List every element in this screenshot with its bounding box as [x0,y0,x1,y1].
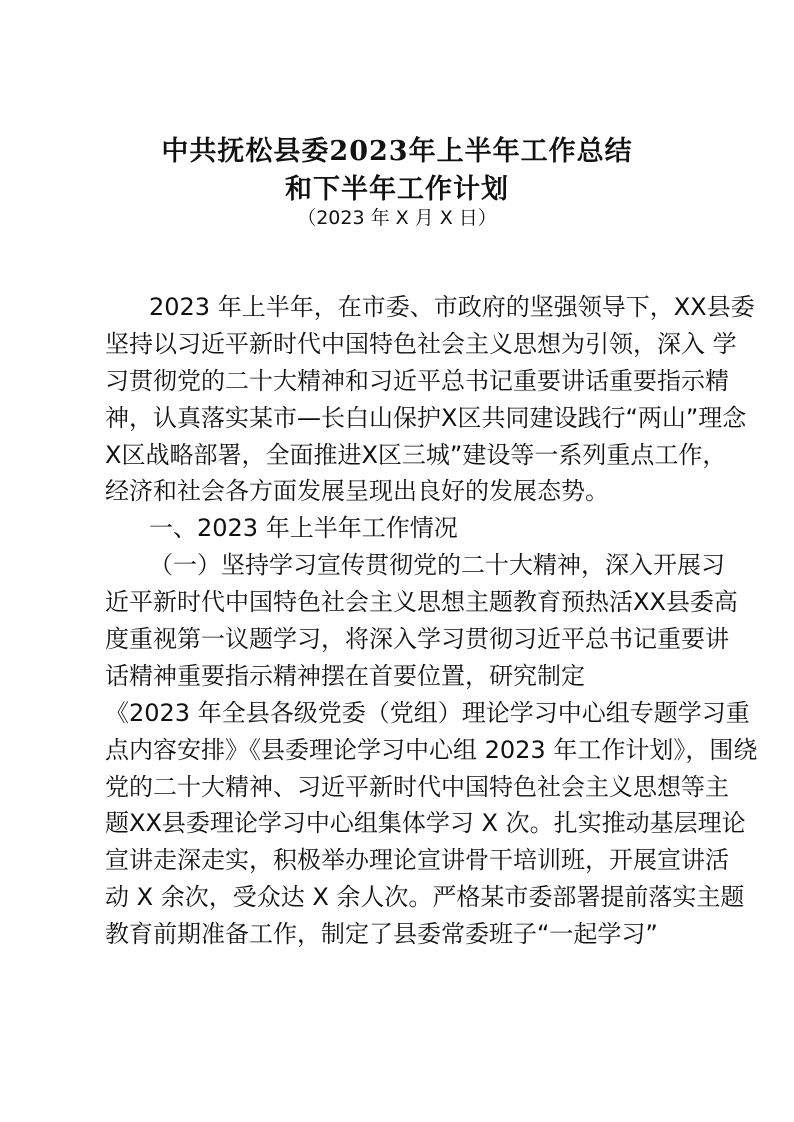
document-date: （2023 年 X 月 X 日） [297,207,497,229]
paragraph-intro [105,289,755,510]
text-line: 习贯彻党的二十大精神和习近平总书记重要讲话重要指示精 [105,366,729,395]
text-line: 宣讲走深走实，积极举办理论宣讲骨干培训班，开展宣讲活 [105,846,729,875]
text-line: 近平新时代中国特色社会主义思想主题教育预热活XX县委高 [105,588,738,617]
text-line: 点内容安排》《县委理论学习中心组 2023 年工作计划》，围绕 [105,735,758,764]
text-line: 党的二十大精神、习近平新时代中国特色社会主义思想等主 [105,772,729,801]
text-line: 动 X 余次，受众达 X 余人次。严格某市委部署提前落实主题 [105,883,745,912]
text-line: 题XX县委理论学习中心组集体学习 X 次。扎实推动基层理论 [105,809,746,838]
text-line: 2023 年上半年，在市委、市政府的坚强领导下，XX县委 [149,293,755,321]
section-heading: 一、2023 年上半年工作情况 [149,514,458,543]
document-title-line-1: 中共抚松县委2023年上半年工作总结 [161,136,633,167]
text-line: 《2023 年全县各级党委（党组）理论学习中心组专题学习重 [105,698,750,727]
paragraph-section-1 [105,547,758,953]
text-line: 坚持以习近平新时代中国特色社会主义思想为引领，深入 学 [105,329,737,358]
text-line: X区战略部署，全面推进X区三城”建设等一系列重点工作， [105,440,727,469]
text-line: 度重视第一议题学习，将深入学习贯彻习近平总书记重要讲 [105,625,729,654]
text-line: 经济和社会各方面发展呈现出良好的发展态势。 [105,477,609,506]
text-line: 教育前期准备工作，制定了县委常委班子“一起学习” [105,920,658,949]
text-line: （一）坚持学习宣传贯彻党的二十大精神，深入开展习 [149,551,725,580]
document-body [105,289,758,953]
text-line: 神，认真落实某市—长白山保护X区共同建设践行“两山”理念 [105,403,747,432]
text-line: 话精神重要指示精神摆在首要位置，研究制定 [105,661,585,690]
document-title-line-2: 和下半年工作计划 [285,174,509,205]
